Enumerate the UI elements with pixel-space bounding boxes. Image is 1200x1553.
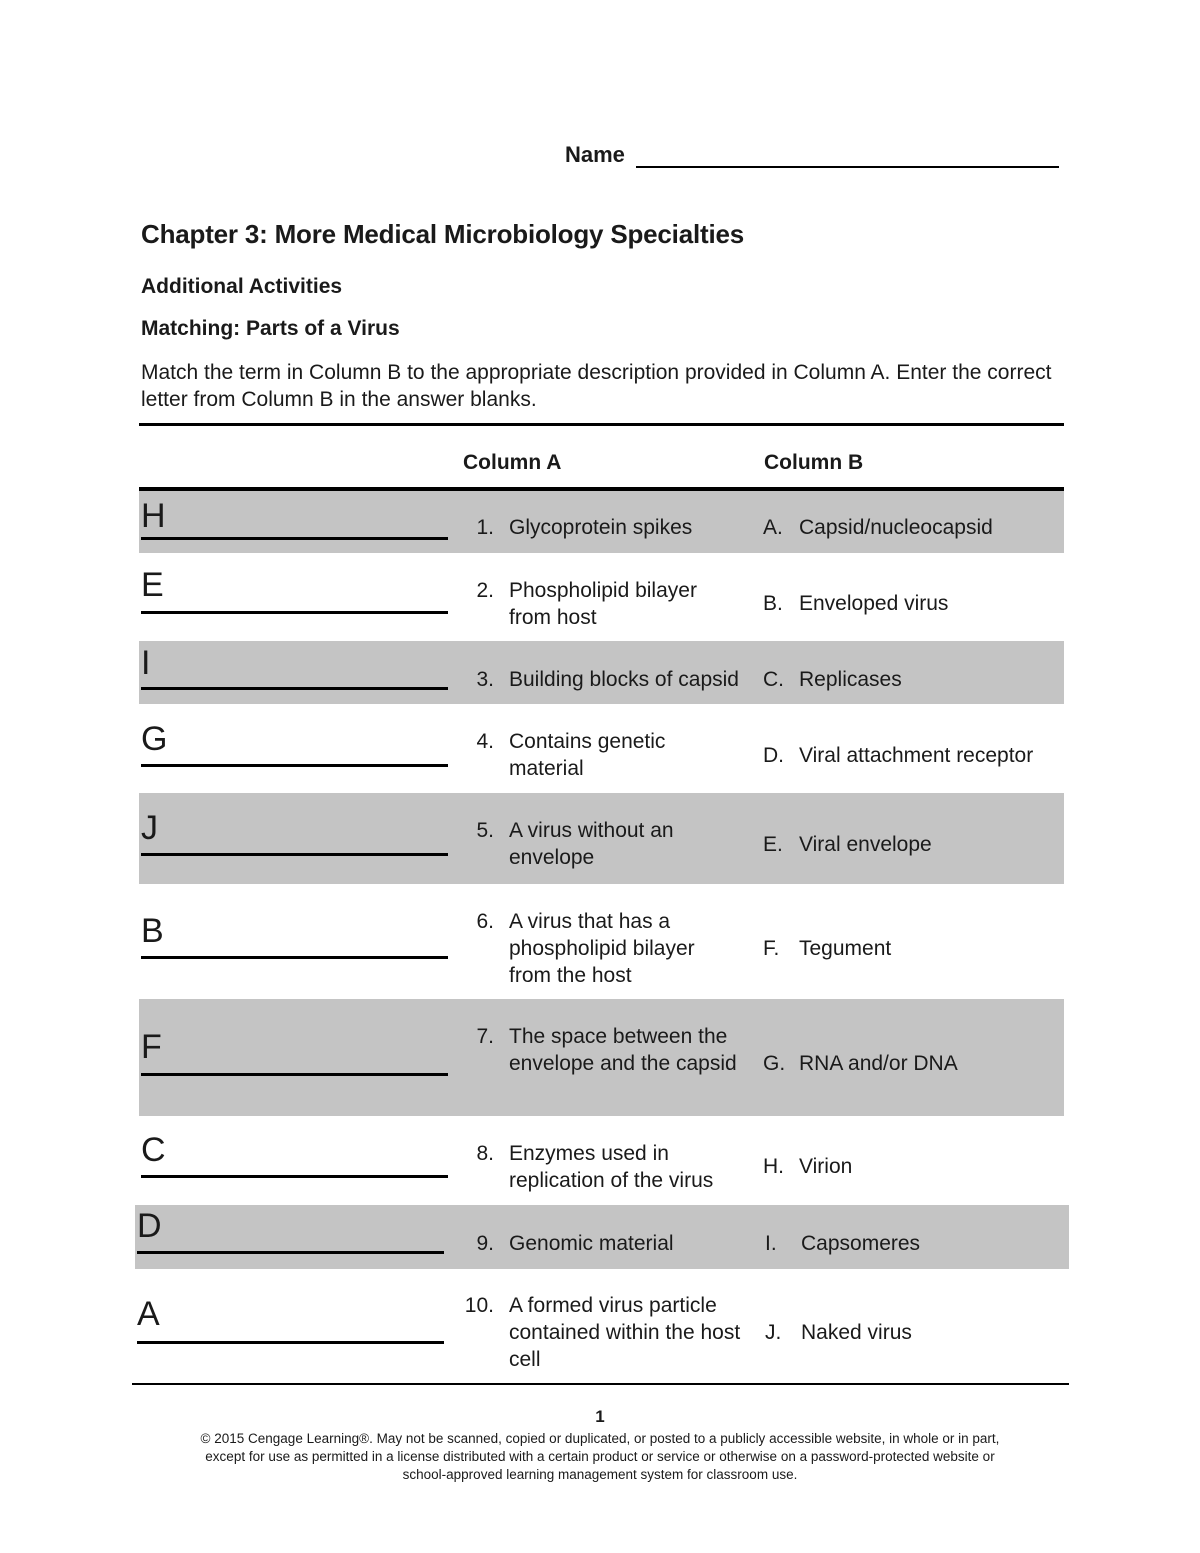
answer-value: E bbox=[141, 566, 164, 604]
description: Glycoprotein spikes bbox=[509, 516, 693, 539]
name-field bbox=[565, 142, 625, 168]
answer-blank[interactable] bbox=[141, 956, 448, 959]
answer-value: F bbox=[141, 1028, 162, 1066]
name-label: Name bbox=[565, 142, 625, 167]
instructions: Match the term in Column B to the appropriate description provided in Column A. Enter the correct letter from Column B in the answer blanks. bbox=[141, 361, 1052, 411]
description: A virus that has a phospholipid bilayer from the host bbox=[509, 910, 695, 987]
term-text: Naked virus bbox=[801, 1321, 912, 1344]
term-text: Capsomeres bbox=[801, 1232, 921, 1255]
answer-value: A bbox=[137, 1295, 160, 1333]
term-letter: H. bbox=[763, 1155, 784, 1178]
item-number: 2. bbox=[476, 579, 494, 602]
page-title: Chapter 3: More Medical Microbiology Specialties bbox=[141, 219, 744, 249]
answer-value: I bbox=[141, 644, 151, 682]
copyright-line: © 2015 Cengage Learning®. May not be scanned, copied or duplicated, or posted to a publicly accessible website, in whole or in part, bbox=[200, 1431, 1000, 1446]
item-number: 1. bbox=[476, 516, 494, 539]
table-row bbox=[135, 1205, 1069, 1269]
term-text: Viral envelope bbox=[799, 833, 932, 856]
term bbox=[763, 1153, 852, 1180]
name-blank[interactable] bbox=[636, 166, 1059, 168]
answer-value: B bbox=[141, 912, 164, 950]
term bbox=[763, 1050, 958, 1077]
term bbox=[763, 666, 902, 693]
term-text: Tegument bbox=[799, 937, 892, 960]
answer-blank[interactable] bbox=[141, 687, 448, 690]
description: Genomic material bbox=[509, 1232, 674, 1255]
description: A formed virus particle contained within the host cell bbox=[509, 1294, 741, 1371]
table-row bbox=[139, 641, 1064, 704]
table-row bbox=[139, 1116, 1064, 1205]
answer-value: G bbox=[141, 720, 168, 758]
term-letter: F. bbox=[763, 937, 780, 960]
term-text: Viral attachment receptor bbox=[799, 744, 1034, 767]
item-number: 3. bbox=[476, 668, 494, 691]
bottom-rule bbox=[132, 1383, 1069, 1385]
page-number: 1 bbox=[595, 1407, 605, 1426]
table-row bbox=[139, 553, 1064, 641]
term-text: Enveloped virus bbox=[799, 592, 949, 615]
term-text: Capsid/nucleocapsid bbox=[799, 516, 993, 539]
copyright-line: except for use as permitted in a license distributed with a certain product or service or otherwise on a password-protected website or bbox=[205, 1449, 995, 1464]
term-text: Replicases bbox=[799, 668, 902, 691]
term-letter: J. bbox=[765, 1321, 782, 1344]
answer-blank[interactable] bbox=[137, 1341, 444, 1344]
description: The space between the envelope and the capsid bbox=[509, 1025, 737, 1075]
answer-blank[interactable] bbox=[141, 764, 448, 767]
term bbox=[763, 514, 993, 541]
answer-blank[interactable] bbox=[141, 611, 448, 614]
answer-blank[interactable] bbox=[141, 537, 448, 540]
item-number: 5. bbox=[476, 819, 494, 842]
term bbox=[765, 1319, 912, 1346]
table-row bbox=[139, 793, 1064, 884]
item-number: 4. bbox=[476, 730, 494, 753]
copyright-notice bbox=[0, 1430, 1200, 1484]
section-heading: Additional Activities bbox=[141, 275, 343, 298]
term-letter: A. bbox=[763, 516, 783, 539]
column-a-header: Column A bbox=[463, 451, 562, 474]
answer-value: D bbox=[137, 1207, 162, 1245]
term bbox=[763, 935, 891, 962]
description: Enzymes used in replication of the virus bbox=[509, 1142, 714, 1192]
term bbox=[763, 831, 932, 858]
answer-blank[interactable] bbox=[141, 853, 448, 856]
answer-value: J bbox=[141, 809, 158, 847]
description: A virus without an envelope bbox=[509, 819, 674, 869]
term-letter: B. bbox=[763, 592, 783, 615]
table-row bbox=[139, 704, 1064, 793]
answer-blank[interactable] bbox=[141, 1175, 448, 1178]
term bbox=[765, 1230, 920, 1257]
item-number: 10. bbox=[464, 1294, 494, 1317]
term-letter: I. bbox=[765, 1232, 777, 1255]
term-letter: G. bbox=[763, 1052, 786, 1075]
item-number: 8. bbox=[476, 1142, 494, 1165]
table-row bbox=[139, 884, 1064, 999]
activity-heading: Matching: Parts of a Virus bbox=[141, 317, 400, 340]
term-text: RNA and/or DNA bbox=[799, 1052, 958, 1075]
item-number: 7. bbox=[476, 1025, 494, 1048]
answer-value: C bbox=[141, 1131, 166, 1169]
table-row bbox=[139, 999, 1064, 1116]
copyright-line: school-approved learning management system for classroom use. bbox=[402, 1467, 798, 1482]
description: Phospholipid bilayer from host bbox=[509, 579, 697, 629]
description: Building blocks of capsid bbox=[509, 668, 739, 691]
term bbox=[763, 590, 948, 617]
column-b-header: Column B bbox=[764, 451, 864, 474]
table-row bbox=[135, 1269, 1069, 1384]
term-letter: D. bbox=[763, 744, 784, 767]
term bbox=[763, 742, 1033, 769]
answer-value: H bbox=[141, 497, 166, 535]
description: Contains genetic material bbox=[509, 730, 666, 780]
top-rule bbox=[139, 423, 1064, 426]
term-letter: C. bbox=[763, 668, 784, 691]
term-text: Virion bbox=[799, 1155, 853, 1178]
item-number: 6. bbox=[476, 910, 494, 933]
answer-blank[interactable] bbox=[141, 1073, 448, 1076]
table-row bbox=[139, 491, 1064, 553]
term-letter: E. bbox=[763, 833, 783, 856]
answer-blank[interactable] bbox=[137, 1251, 444, 1254]
item-number: 9. bbox=[476, 1232, 494, 1255]
